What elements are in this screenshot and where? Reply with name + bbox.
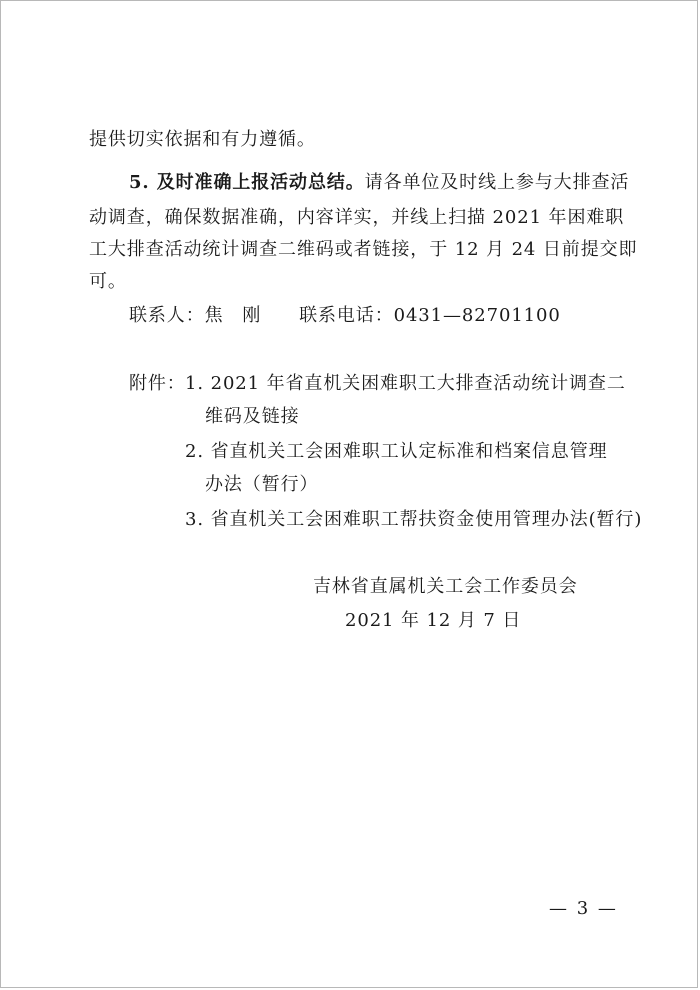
item-5-line-4: 可。	[89, 271, 127, 292]
item-5-heading: 5. 及时准确上报活动总结。	[129, 172, 365, 193]
item-5-line-3: 工大排查活动统计调查二维码或者链接，于 12 月 24 日前提交即	[89, 239, 638, 260]
signature-date: 2021 年 12 月 7 日	[345, 610, 522, 631]
attachments-label: 附件：	[129, 373, 186, 394]
attachment-1-line-2: 维码及链接	[205, 406, 300, 427]
item-5-text: 请各单位及时线上参与大排查活	[364, 172, 630, 193]
attachment-2-line-2: 办法（暂行）	[205, 474, 319, 495]
page-number: — 3 —	[549, 898, 618, 919]
body-line-1: 提供切实依据和有力遵循。	[89, 129, 316, 150]
contact-line: 联系人：焦 刚 联系电话：0431—82701100	[129, 305, 561, 326]
attachment-1-line-1: 1. 2021 年省直机关困难职工大排查活动统计调查二	[185, 373, 626, 394]
attachment-3-line-1: 3. 省直机关工会困难职工帮扶资金使用管理办法(暂行)	[185, 509, 643, 530]
item-5-line-1	[129, 172, 629, 194]
attachment-2-line-1: 2. 省直机关工会困难职工认定标准和档案信息管理	[185, 441, 608, 462]
item-5-line-2: 动调查，确保数据准确，内容详实，并线上扫描 2021 年困难职	[89, 207, 625, 228]
signature-org: 吉林省直属机关工会工作委员会	[313, 576, 578, 597]
